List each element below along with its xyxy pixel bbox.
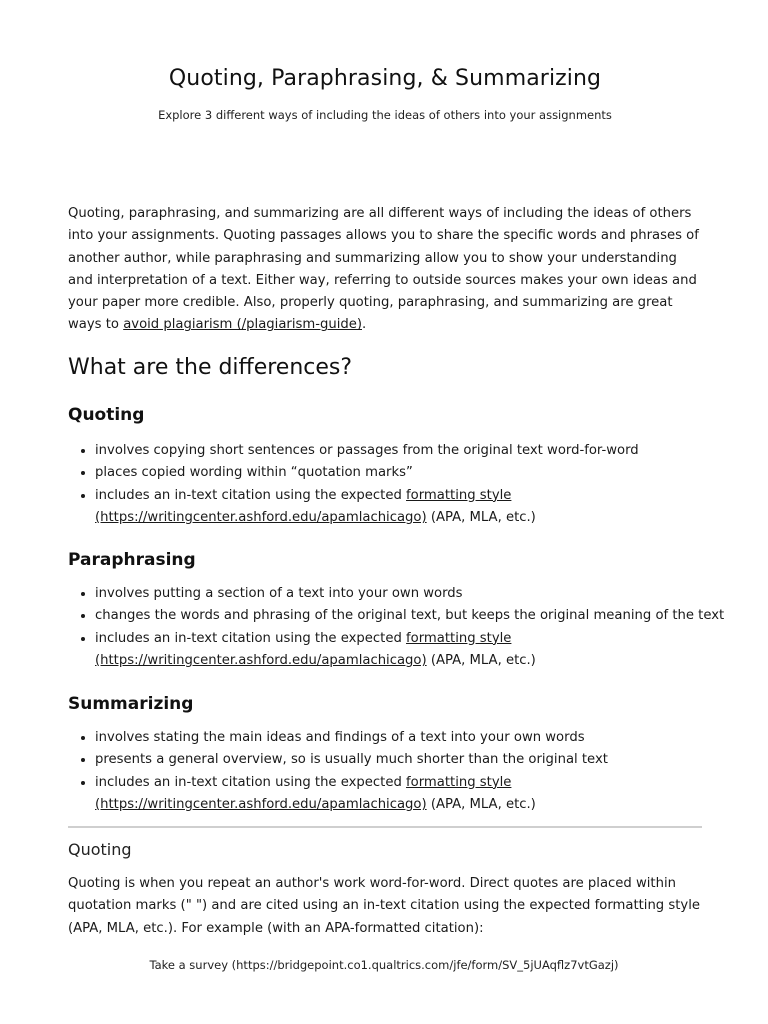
intro-text: Quoting, paraphrasing, and summarizing are all different ways of including the ideas of others into your assignments. Quoting passages allows you to share the specific words and phrases of another author, while paraphrasing and summarizing allow you to show your understanding and interpretation of a text. Either way, referring to outside sources makes your own ideas and your paper more credible. Also, properly quoting, paraphrasing, and summarizing are great ways to [68,206,699,333]
paraphrasing-list [68,583,729,672]
summarizing-list [68,727,729,816]
quoting-list [68,440,729,529]
list-item: • places copied wording within “quotation marks” [95,462,729,484]
list-item: • involves putting a section of a text into your own words [95,583,729,605]
intro-end: . [362,317,367,333]
list-item: • involves copying short sentences or passages from the original text word-for-word [95,440,729,462]
citation-suffix: (APA, MLA, etc.) [430,509,536,525]
citation-prefix: includes an in-text citation using the expected [95,487,402,503]
page-title: Quoting, Paraphrasing, & Summarizing [168,66,602,91]
summarizing-heading: Summarizing [68,694,194,714]
citation-suffix: (APA, MLA, etc.) [430,796,536,812]
citation-suffix: (APA, MLA, etc.) [430,652,536,668]
list-item: • presents a general overview, so is usually much shorter than the original text [95,749,729,771]
intro-paragraph [68,203,704,337]
section-divider [68,826,702,828]
paraphrasing-heading: Paraphrasing [68,550,196,570]
plagiarism-guide-link[interactable]: avoid plagiarism (/plagiarism-guide) [123,317,362,333]
quoting-section-text: Quoting is when you repeat an author's work word-for-word. Direct quotes are placed within quotation marks (" ") and are cited using an in-text citation using the expected formatting style (APA, MLA, etc.). For example (with an APA-formatted citation): [68,876,700,936]
list-item [95,485,729,530]
list-item [95,628,729,673]
formatting-style-link[interactable]: formatting style (https://writingcenter.ashford.edu/apamlachicago) [95,630,512,668]
formatting-style-link[interactable]: formatting style (https://writingcenter.ashford.edu/apamlachicago) [95,774,512,812]
formatting-style-link[interactable]: formatting style (https://writingcenter.ashford.edu/apamlachicago) [95,487,512,525]
list-item: • involves stating the main ideas and findings of a text into your own words [95,727,729,749]
quoting-heading: Quoting [68,405,145,425]
differences-heading: What are the differences? [68,355,353,380]
page-subtitle: Explore 3 different ways of including the ideas of others into your assignments [158,108,612,122]
citation-prefix: includes an in-text citation using the expected [95,774,402,790]
citation-prefix: includes an in-text citation using the expected [95,630,402,646]
list-item [95,772,729,817]
quoting-section-heading: Quoting [68,840,132,859]
list-item: • changes the words and phrasing of the original text, but keeps the original meaning of the text [95,605,729,627]
survey-footer[interactable]: Take a survey (https://bridgepoint.co1.qualtrics.com/jfe/form/SV_5jUAqflz7vtGazj) [149,958,619,972]
